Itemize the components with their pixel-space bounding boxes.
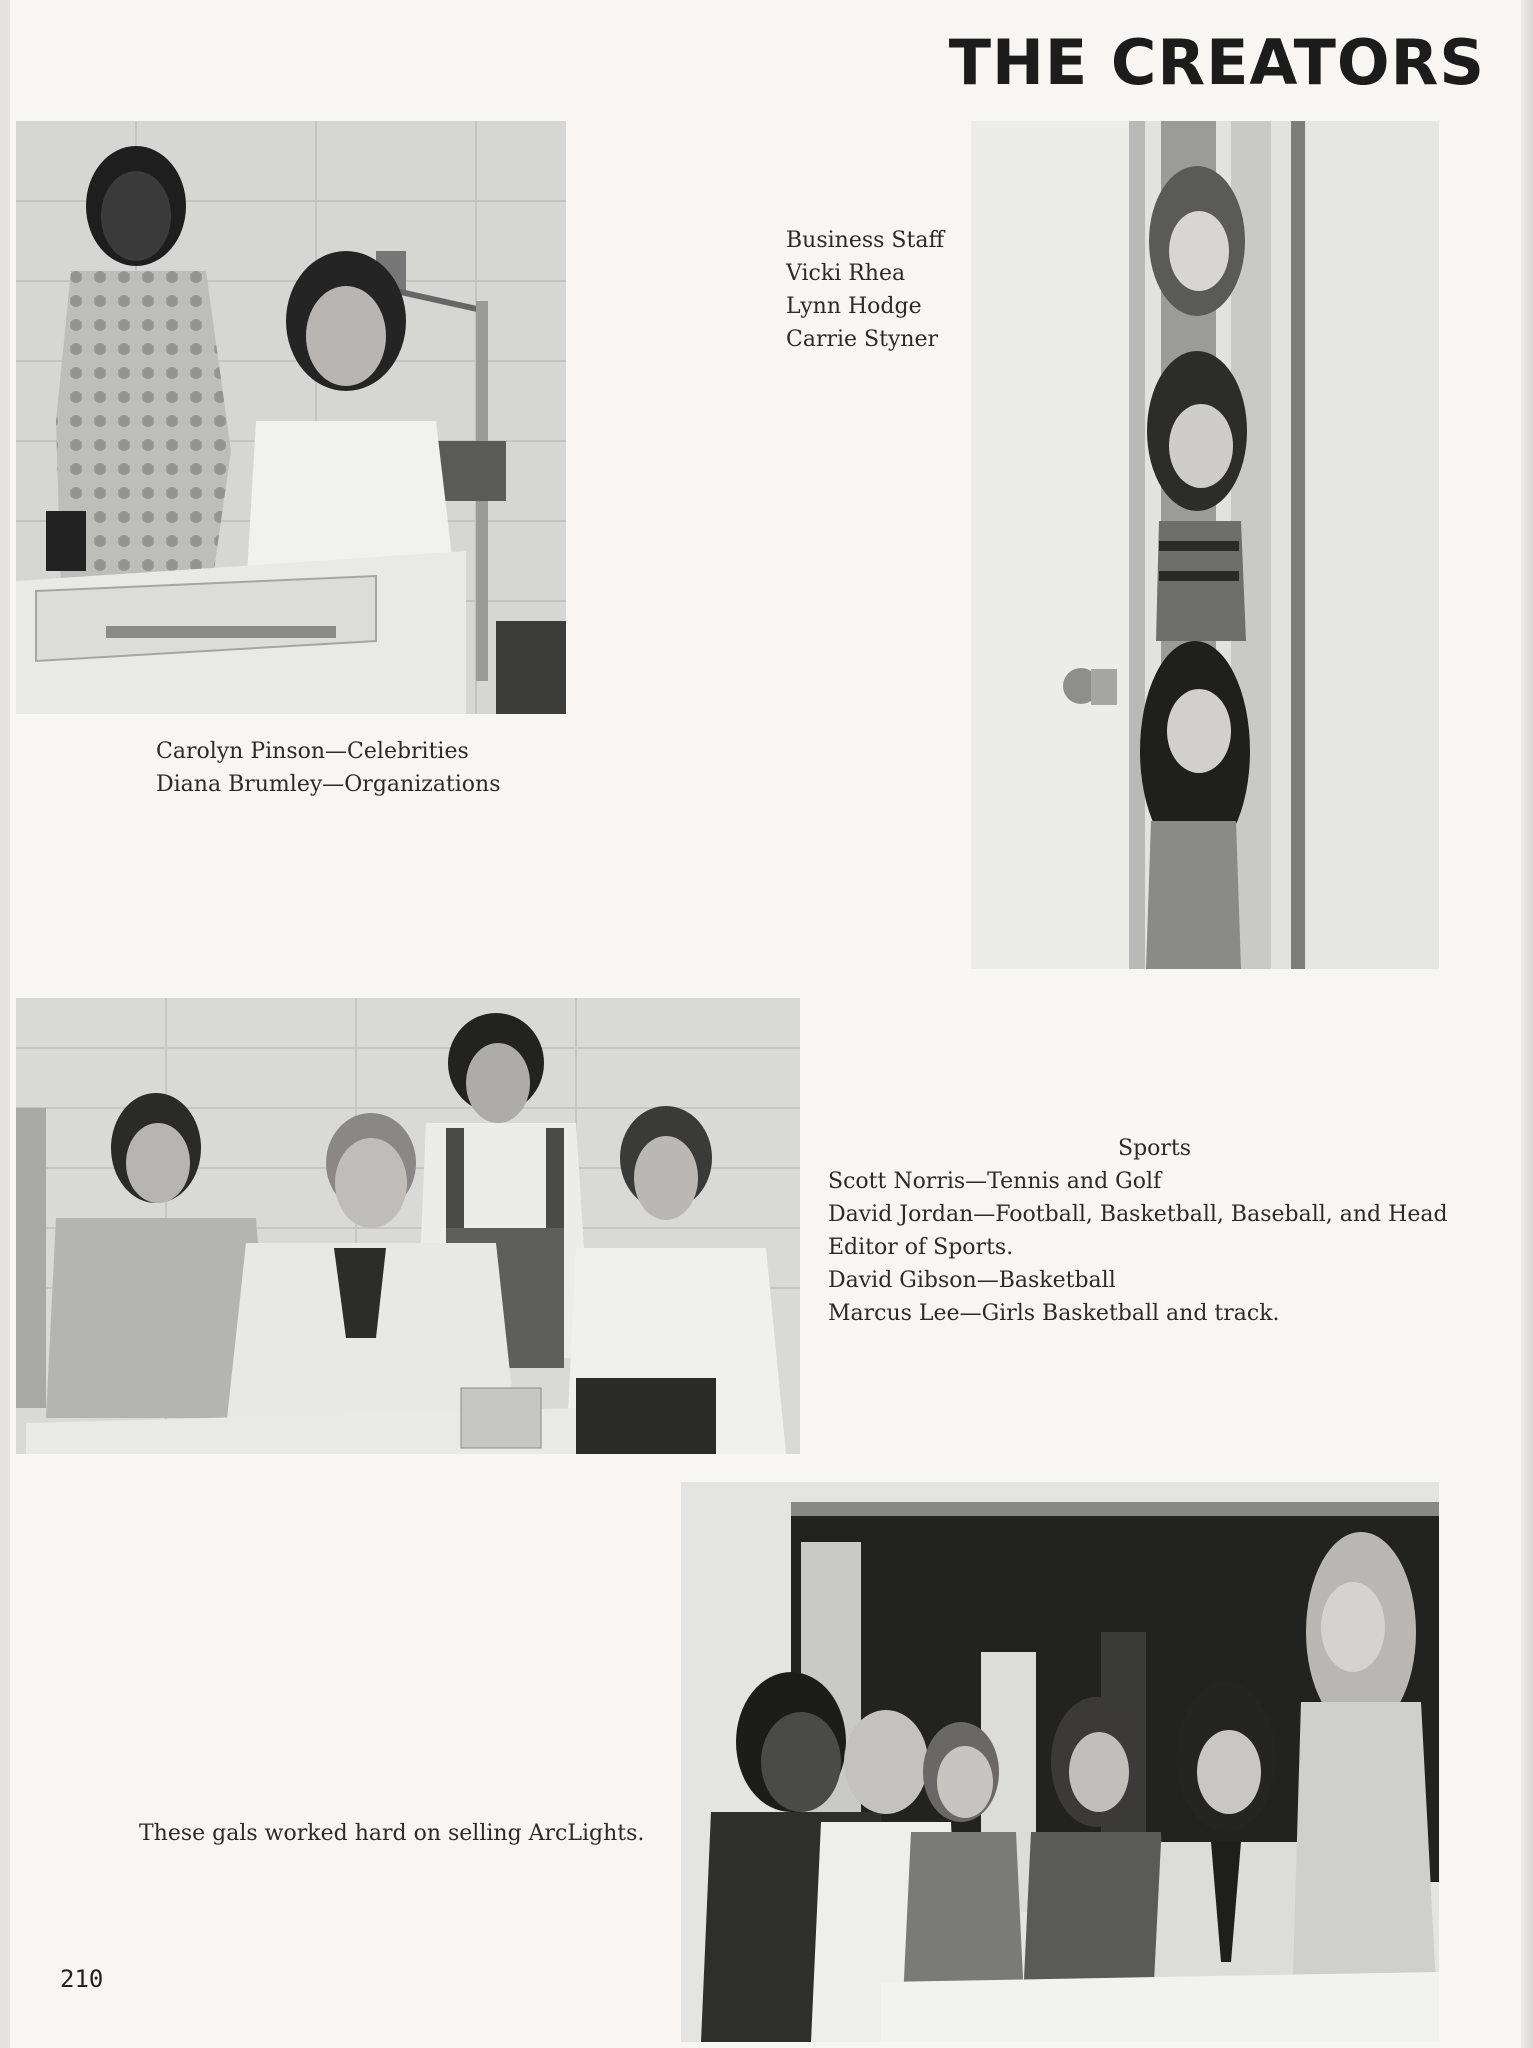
page-edge-right <box>1521 0 1533 2048</box>
caption-heading: Sports <box>1118 1136 1192 1161</box>
caption-line: Marcus Lee—Girls Basketball and track. <box>828 1301 1280 1326</box>
caption-business-staff <box>786 224 944 356</box>
photo-celebrities-staff <box>16 121 566 714</box>
caption-sports <box>828 1132 1448 1330</box>
caption-line: These gals worked hard on selling ArcLights. <box>139 1821 645 1846</box>
page-number: 210 <box>60 1965 104 1993</box>
caption-name: Carrie Styner <box>786 327 939 352</box>
photo-sports-staff <box>16 998 800 1454</box>
photo-sales-staff <box>681 1482 1439 2042</box>
caption-line: Scott Norris—Tennis and Golf <box>828 1169 1162 1194</box>
caption-line: David Jordan—Football, Basketball, Baseball, and Head <box>828 1202 1448 1227</box>
caption-heading: Business Staff <box>786 228 945 253</box>
caption-line: Carolyn Pinson—Celebrities <box>156 739 469 764</box>
caption-line: David Gibson—Basketball <box>828 1268 1116 1293</box>
page-edge-left <box>0 0 10 2048</box>
caption-sales <box>139 1817 644 1850</box>
caption-celebrities <box>156 735 501 801</box>
caption-line: Editor of Sports. <box>828 1235 1014 1260</box>
photo-business-staff <box>971 121 1439 969</box>
page-title: THE CREATORS <box>948 26 1485 99</box>
caption-name: Lynn Hodge <box>786 294 922 319</box>
caption-name: Vicki Rhea <box>786 261 906 286</box>
caption-line: Diana Brumley—Organizations <box>156 772 501 797</box>
